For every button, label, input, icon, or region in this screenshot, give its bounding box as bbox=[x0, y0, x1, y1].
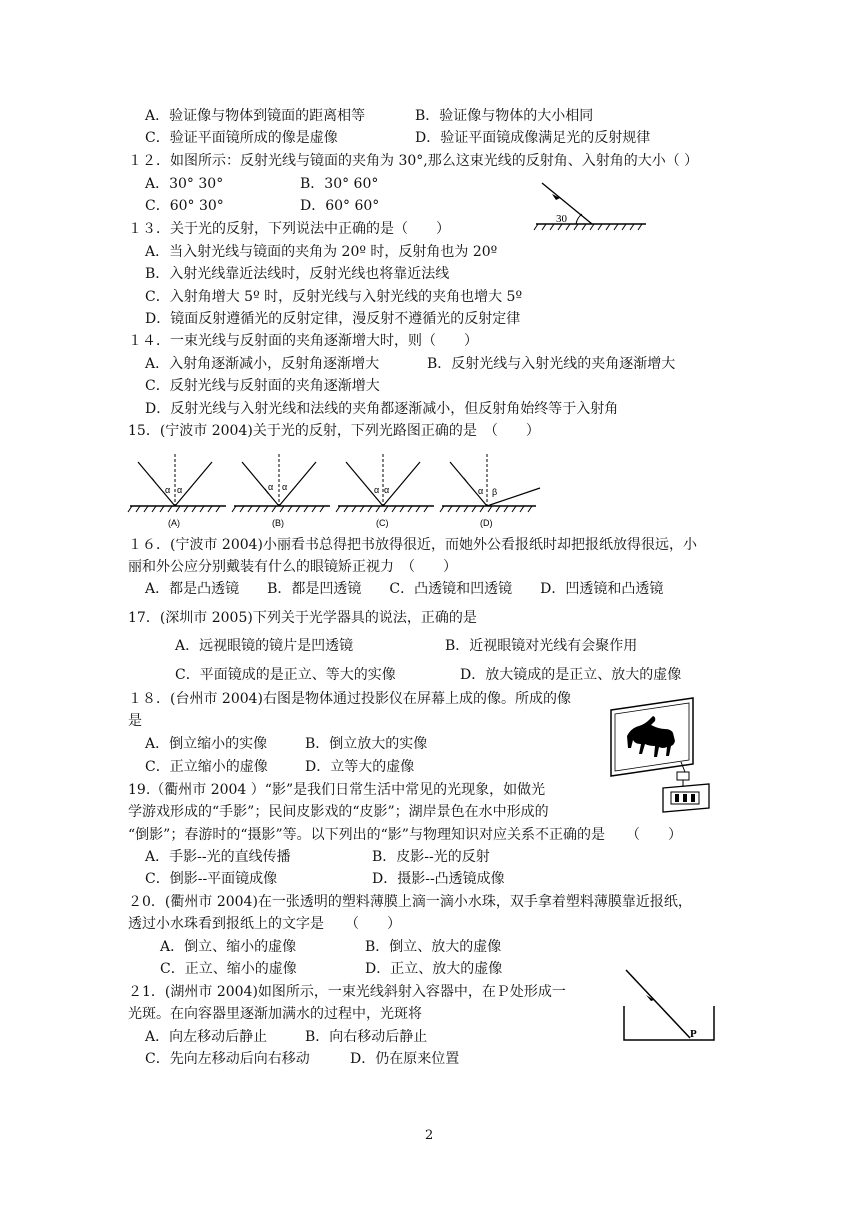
q13-option-b: B．入射光线靠近法线时，反射光线也将靠近法线 bbox=[145, 266, 450, 282]
q21-stem-line1: ２1．(湖州市 2004)如图所示，一束光线斜射入容器中，在Ｐ处形成一 bbox=[128, 984, 566, 1000]
q21-option-d: D．仍在原来位置 bbox=[350, 1051, 460, 1067]
svg-text:α: α bbox=[177, 485, 183, 495]
q20-stem-line2: 透过小水珠看到报纸上的文字是 （ ） bbox=[128, 916, 401, 932]
q13-option-d: D．镜面反射遵循光的反射定律，漫反射不遵循光的反射定律 bbox=[145, 311, 521, 327]
q21-point-label: P bbox=[690, 1028, 697, 1040]
q16-stem-line1: １６．(宁波市 2004)小丽看书总得把书放得很近，而她外公看报纸时却把报纸放得很远，小 bbox=[128, 537, 698, 553]
q21-option-c: C．先向左移动后向右移动 bbox=[145, 1051, 310, 1067]
q19-option-c: C．倒影--平面镜成像 bbox=[145, 871, 278, 887]
q12-mirror-figure bbox=[530, 180, 650, 232]
q19-option-a: A．手影--光的直线传播 bbox=[145, 849, 291, 865]
svg-text:α: α bbox=[384, 485, 390, 495]
q12-option-a: A．30° 30° bbox=[145, 176, 224, 192]
q18-stem-line1: １８．(台州市 2004)右图是物体通过投影仪在屏幕上成的像。所成的像 bbox=[128, 691, 572, 707]
svg-text:α: α bbox=[478, 486, 484, 496]
q12-stem: １２．如图所示：反射光线与镜面的夹角为 30°,那么这束光线的反射角、入射角的大小（ ） bbox=[128, 153, 699, 169]
q15-label-c: (C) bbox=[376, 518, 389, 528]
q12-option-d: D．60° 60° bbox=[300, 198, 380, 214]
q19-option-d: D．摄影--凸透镜成像 bbox=[372, 871, 505, 887]
q11-option-a: A．验证像与物体到镜面的距离相等 bbox=[145, 108, 366, 124]
q13-option-a: A．当入射光线与镜面的夹角为 20º 时，反射角也为 20º bbox=[145, 244, 498, 260]
q13-option-c: C．入射角增大 5º 时，反射光线与入射光线的夹角也增大 5º bbox=[145, 289, 523, 305]
q15-diagram-c bbox=[336, 450, 436, 530]
q17-stem: 17．(深圳市 2005)下列关于光学器具的说法，正确的是 bbox=[128, 610, 477, 626]
q15-diagram-d bbox=[440, 450, 550, 530]
q12-angle-label: 30 bbox=[556, 213, 567, 225]
q19-stem-line3: “倒影”；春游时的“摄影”等。以下列出的“影”与物理知识对应关系不正确的是 （ ） bbox=[128, 827, 682, 843]
q18-option-b: B．倒立放大的实像 bbox=[305, 736, 428, 752]
q15-label-a: (A) bbox=[168, 518, 180, 528]
q13-stem: １３．关于光的反射，下列说法中正确的是（ ） bbox=[128, 221, 450, 237]
q14-option-d: D．反射光线与入射光线和法线的夹角都逐渐减小，但反射角始终等于入射角 bbox=[145, 401, 619, 417]
q17-option-a: A．远视眼镜的镜片是凹透镜 bbox=[175, 638, 354, 654]
q17-option-c: C．平面镜成的是正立、等大的实像 bbox=[175, 667, 396, 683]
q20-option-a: A．倒立、缩小的虚像 bbox=[160, 939, 297, 955]
q20-option-b: B．倒立、放大的虚像 bbox=[365, 939, 502, 955]
page-number: 2 bbox=[425, 1128, 434, 1143]
svg-text:α: α bbox=[268, 482, 274, 492]
q17-option-b: B．近视眼镜对光线有会聚作用 bbox=[445, 638, 638, 654]
q21-option-a: A．向左移动后静止 bbox=[145, 1029, 268, 1045]
q16-options: A．都是凸透镜 B．都是凹透镜 C．凸透镜和凹透镜 D．凹透镜和凸透镜 bbox=[145, 581, 664, 597]
svg-text:β: β bbox=[492, 487, 498, 497]
q15-label-d: (D) bbox=[480, 518, 493, 528]
svg-text:α: α bbox=[282, 482, 288, 492]
q12-option-c: C．60° 30° bbox=[145, 198, 224, 214]
q14-option-b: B．反射光线与入射光线的夹角逐渐增大 bbox=[427, 356, 676, 372]
q16-stem-line2: 丽和外公应分别戴装有什么的眼镜矫正视力 （ ） bbox=[128, 559, 457, 575]
q18-stem-line2: 是 bbox=[128, 713, 142, 729]
q20-stem-line1: ２0．(衢州市 2004)在一张透明的塑料薄膜上滴一滴小水珠，双手拿着塑料薄膜靠近报纸， bbox=[128, 894, 692, 910]
svg-text:α: α bbox=[165, 485, 171, 495]
q21-container-figure bbox=[620, 966, 720, 1046]
q15-diagram-b bbox=[232, 450, 332, 530]
q14-option-c: C．反射光线与反射面的夹角逐渐增大 bbox=[145, 378, 380, 394]
q15-stem: 15．(宁波市 2004)关于光的反射，下列光路图正确的是 （ ） bbox=[128, 423, 540, 439]
q11-option-d: D．验证平面镜成像满足光的反射规律 bbox=[415, 130, 651, 146]
q21-option-b: B．向右移动后静止 bbox=[305, 1029, 428, 1045]
q20-option-d: D．正立、放大的虚像 bbox=[365, 961, 503, 977]
q12-option-b: B．30° 60° bbox=[300, 176, 379, 192]
q18-option-c: C．正立缩小的虚像 bbox=[145, 759, 268, 775]
q14-stem: １４．一束光线与反射面的夹角逐渐增大时，则（ ） bbox=[128, 333, 478, 349]
q11-option-b: B．验证像与物体的大小相同 bbox=[415, 108, 594, 124]
svg-text:α: α bbox=[374, 485, 380, 495]
q15-label-b: (B) bbox=[272, 518, 284, 528]
q19-stem-line2: 学游戏形成的“手影”；民间皮影戏的“皮影”；湖岸景色在水中形成的 bbox=[128, 804, 549, 820]
q21-stem-line2: 光斑。在向容器里逐渐加满水的过程中，光斑将 bbox=[128, 1006, 422, 1022]
q19-option-b: B．皮影--光的反射 bbox=[372, 849, 490, 865]
q17-option-d: D．放大镜成的是正立、放大的虚像 bbox=[460, 667, 682, 683]
q20-option-c: C．正立、缩小的虚像 bbox=[160, 961, 297, 977]
q18-option-d: D．立等大的虚像 bbox=[305, 759, 415, 775]
q18-projector-figure bbox=[605, 696, 715, 814]
q15-diagram-a bbox=[128, 450, 228, 530]
q19-stem-line1: 19.（衢州市 2004 ）“影”是我们日常生活中常见的光现象，如做光 bbox=[128, 782, 546, 798]
q18-option-a: A．倒立缩小的实像 bbox=[145, 736, 268, 752]
q14-option-a: A．入射角逐渐减小，反射角逐渐增大 bbox=[145, 356, 380, 372]
q11-option-c: C．验证平面镜所成的像是虚像 bbox=[145, 130, 338, 146]
